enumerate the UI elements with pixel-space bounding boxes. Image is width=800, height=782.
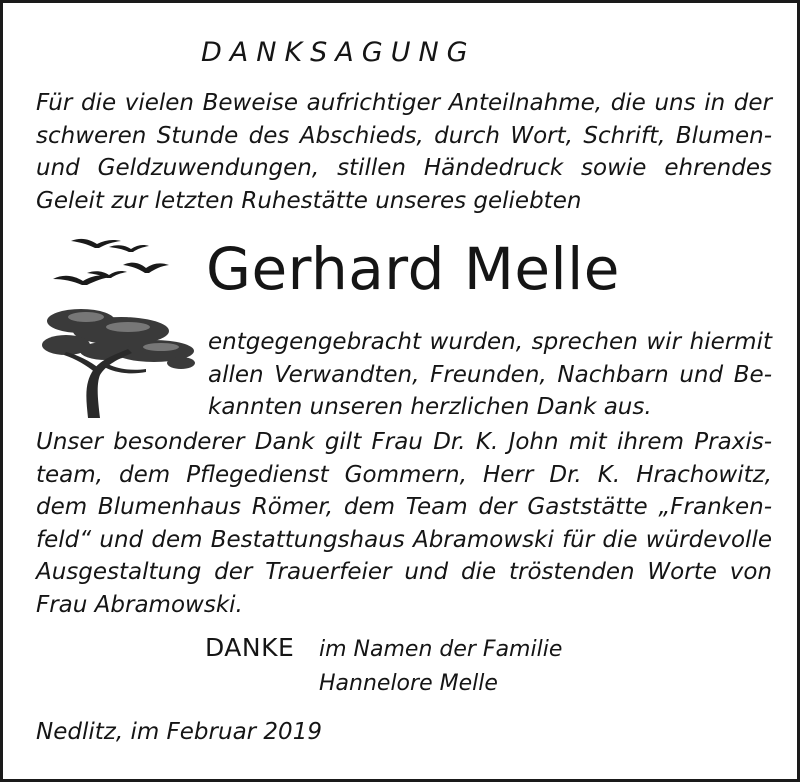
special-line: dem Blumenhaus Römer, dem Team der Gaststätte „Franken-	[36, 494, 772, 521]
intro-line: Für die vielen Beweise aufrichtiger Anteilnahme, die uns in der	[36, 90, 772, 116]
tree-icon	[36, 303, 196, 419]
special-line: team, dem Pflegedienst Gommern, Herr Dr. K. Hrachowitz,	[36, 461, 772, 488]
title: DANKSAGUNG	[201, 37, 476, 68]
special-thanks-paragraph	[36, 426, 772, 622]
thanks-line: kannten unseren herzlichen Dank aus.	[208, 394, 652, 421]
thanks-line: entgegengebracht wurden, sprechen wir hiermit	[208, 329, 772, 355]
special-line: Unser besonderer Dank gilt Frau Dr. K. John mit ihrem Praxis-	[36, 429, 772, 455]
thanks-line: allen Verwandten, Freunden, Nachbarn und Be-	[208, 361, 772, 388]
deceased-name: Gerhard Melle	[206, 235, 620, 303]
family-line: im Namen der Familie	[319, 637, 563, 662]
special-line: Frau Abramowski.	[36, 591, 243, 618]
intro-line: schweren Stunde des Abschieds, durch Wort, Schrift, Blumen-	[36, 122, 772, 149]
signer-name: Hannelore Melle	[319, 671, 498, 696]
intro-line: und Geldzuwendungen, stillen Händedruck sowie ehrendes	[36, 155, 772, 182]
intro-line: Geleit zur letzten Ruhestätte unseres geliebten	[36, 187, 582, 214]
danke-label: DANKE	[205, 633, 295, 662]
thanks-paragraph	[208, 326, 772, 424]
special-line: Ausgestaltung der Trauerfeier und die tröstenden Worte von	[36, 559, 772, 586]
place-date: Nedlitz, im Februar 2019	[36, 719, 322, 745]
birds-icon	[51, 235, 181, 291]
special-line: feld“ und dem Bestattungshaus Abramowski für die würdevolle	[36, 526, 772, 553]
intro-paragraph	[36, 87, 772, 217]
